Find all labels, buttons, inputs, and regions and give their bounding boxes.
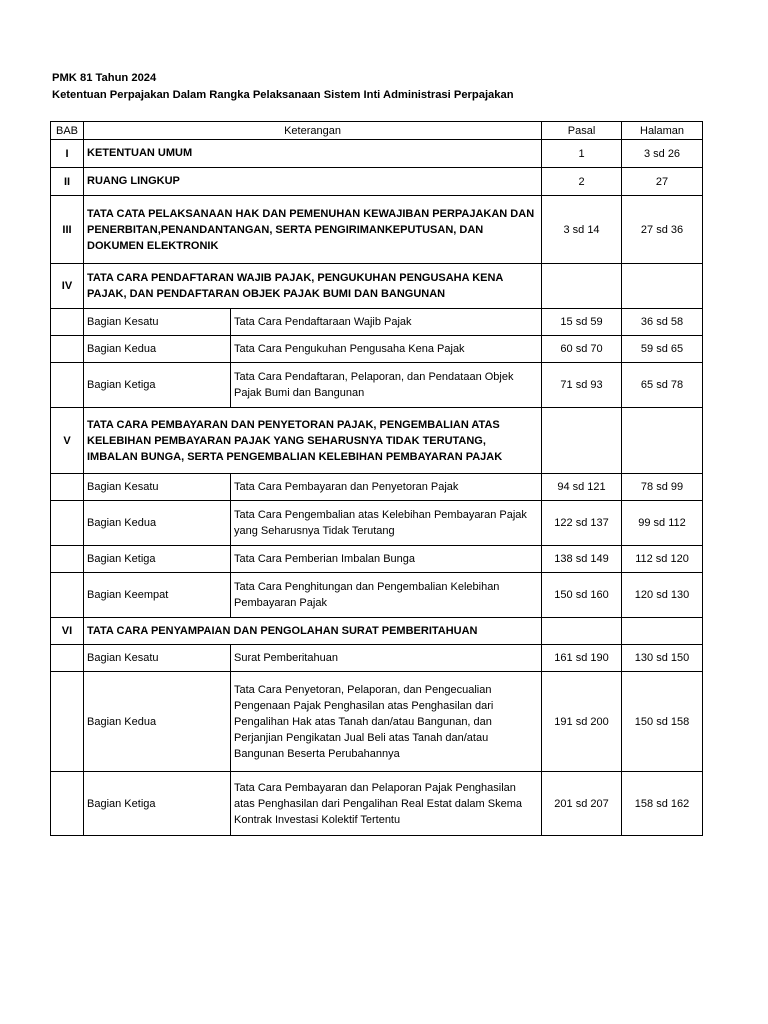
bagian-label: Bagian Kedua: [84, 672, 231, 772]
halaman-cell: 130 sd 150: [622, 645, 703, 672]
bab-title: TATA CARA PEMBAYARAN DAN PENYETORAN PAJAK, PENGEMBALIAN ATAS KELEBIHAN PEMBAYARAN PAJAK YANG SEHARUSNYA TIDAK TERUTANG, IMBALAN BUNGA, SERTA PENGEMBALIAN KELEBIHAN PEMBAYARAN PAJAK: [84, 408, 542, 474]
bagian-description: Tata Cara Pendaftaraan Wajib Pajak: [231, 309, 542, 336]
table-row: [51, 264, 703, 309]
bagian-description: Tata Cara Pengembalian atas Kelebihan Pembayaran Pajak yang Seharusnya Tidak Terutang: [231, 501, 542, 546]
bab-number: III: [51, 196, 84, 264]
pasal-cell: 138 sd 149: [542, 546, 622, 573]
table-row: [51, 336, 703, 363]
empty-cell: [51, 573, 84, 618]
contents-table: [50, 121, 703, 836]
pasal-cell: 201 sd 207: [542, 772, 622, 836]
bagian-description: Tata Cara Pendaftaran, Pelaporan, dan Pendataan Objek Pajak Bumi dan Bangunan: [231, 363, 542, 408]
document-header: [52, 70, 514, 104]
pasal-cell: [542, 264, 622, 309]
bab-number: V: [51, 408, 84, 474]
col-header-keterangan: Keterangan: [84, 122, 542, 140]
pasal-cell: 15 sd 59: [542, 309, 622, 336]
pasal-cell: 191 sd 200: [542, 672, 622, 772]
bab-number: II: [51, 168, 84, 196]
bab-title: TATA CARA PENDAFTARAN WAJIB PAJAK, PENGUKUHAN PENGUSAHA KENA PAJAK, DAN PENDAFTARAN OBJEK PAJAK BUMI DAN BANGUNAN: [84, 264, 542, 309]
halaman-cell: 3 sd 26: [622, 140, 703, 168]
halaman-cell: 27: [622, 168, 703, 196]
bagian-description: Surat Pemberitahuan: [231, 645, 542, 672]
col-header-pasal: Pasal: [542, 122, 622, 140]
halaman-cell: 158 sd 162: [622, 772, 703, 836]
empty-cell: [51, 546, 84, 573]
empty-cell: [51, 645, 84, 672]
empty-cell: [51, 474, 84, 501]
pasal-cell: 1: [542, 140, 622, 168]
empty-cell: [51, 309, 84, 336]
empty-cell: [51, 672, 84, 772]
pasal-cell: 3 sd 14: [542, 196, 622, 264]
bagian-description: Tata Cara Pengukuhan Pengusaha Kena Pajak: [231, 336, 542, 363]
halaman-cell: 78 sd 99: [622, 474, 703, 501]
bagian-label: Bagian Kedua: [84, 501, 231, 546]
col-header-bab: BAB: [51, 122, 84, 140]
bab-number: IV: [51, 264, 84, 309]
bagian-label: Bagian Kedua: [84, 336, 231, 363]
bagian-label: Bagian Ketiga: [84, 546, 231, 573]
table-row: [51, 168, 703, 196]
table-row: [51, 618, 703, 645]
empty-cell: [51, 772, 84, 836]
table-row: [51, 474, 703, 501]
halaman-cell: 59 sd 65: [622, 336, 703, 363]
table-row: [51, 546, 703, 573]
pasal-cell: 60 sd 70: [542, 336, 622, 363]
halaman-cell: 150 sd 158: [622, 672, 703, 772]
halaman-cell: 36 sd 58: [622, 309, 703, 336]
bagian-label: Bagian Ketiga: [84, 772, 231, 836]
bagian-description: Tata Cara Pembayaran dan Penyetoran Pajak: [231, 474, 542, 501]
bab-title: KETENTUAN UMUM: [84, 140, 542, 168]
bagian-label: Bagian Ketiga: [84, 363, 231, 408]
bagian-description: Tata Cara Penghitungan dan Pengembalian Kelebihan Pembayaran Pajak: [231, 573, 542, 618]
table-row: [51, 408, 703, 474]
pasal-cell: 150 sd 160: [542, 573, 622, 618]
bab-title: TATA CARA PENYAMPAIAN DAN PENGOLAHAN SURAT PEMBERITAHUAN: [84, 618, 542, 645]
halaman-cell: 65 sd 78: [622, 363, 703, 408]
table-row: [51, 140, 703, 168]
bab-title: TATA CATA PELAKSANAAN HAK DAN PEMENUHAN KEWAJIBAN PERPAJAKAN DAN PENERBITAN,PENANDANTANGAN, SERTA PENGIRIMANKEPUTUSAN, DAN DOKUMEN ELEKTRONIK: [84, 196, 542, 264]
halaman-cell: 27 sd 36: [622, 196, 703, 264]
empty-cell: [51, 363, 84, 408]
bab-title: RUANG LINGKUP: [84, 168, 542, 196]
halaman-cell: [622, 618, 703, 645]
bagian-label: Bagian Kesatu: [84, 474, 231, 501]
table-row: [51, 645, 703, 672]
halaman-cell: 99 sd 112: [622, 501, 703, 546]
col-header-halaman: Halaman: [622, 122, 703, 140]
pasal-cell: 94 sd 121: [542, 474, 622, 501]
bab-number: I: [51, 140, 84, 168]
table-row: [51, 363, 703, 408]
pasal-cell: 2: [542, 168, 622, 196]
bagian-label: Bagian Kesatu: [84, 309, 231, 336]
empty-cell: [51, 336, 84, 363]
table-row: [51, 501, 703, 546]
empty-cell: [51, 501, 84, 546]
document-title: PMK 81 Tahun 2024: [52, 72, 157, 84]
halaman-cell: [622, 408, 703, 474]
table-row: [51, 573, 703, 618]
table-row: [51, 672, 703, 772]
pasal-cell: [542, 618, 622, 645]
pasal-cell: 161 sd 190: [542, 645, 622, 672]
document-subtitle: Ketentuan Perpajakan Dalam Rangka Pelaksanaan Sistem Inti Administrasi Perpajakan: [52, 89, 514, 101]
bagian-label: Bagian Kesatu: [84, 645, 231, 672]
bab-number: VI: [51, 618, 84, 645]
table-header-row: [51, 122, 703, 140]
pasal-cell: 71 sd 93: [542, 363, 622, 408]
table-row: [51, 309, 703, 336]
halaman-cell: [622, 264, 703, 309]
bagian-label: Bagian Keempat: [84, 573, 231, 618]
halaman-cell: 112 sd 120: [622, 546, 703, 573]
pasal-cell: 122 sd 137: [542, 501, 622, 546]
bagian-description: Tata Cara Penyetoran, Pelaporan, dan Pengecualian Pengenaan Pajak Penghasilan atas Penghasilan dari Pengalihan Hak atas Tanah dan/atau Bangunan, dan Perjanjian Pengikatan Jual Beli atas Tanah dan/atau Bangunan Beserta Perubahannya: [231, 672, 542, 772]
bagian-description: Tata Cara Pembayaran dan Pelaporan Pajak Penghasilan atas Penghasilan dari Pengalihan Real Estat dalam Skema Kontrak Investasi Kolektif Tertentu: [231, 772, 542, 836]
table-row: [51, 772, 703, 836]
bagian-description: Tata Cara Pemberian Imbalan Bunga: [231, 546, 542, 573]
table-row: [51, 196, 703, 264]
pasal-cell: [542, 408, 622, 474]
halaman-cell: 120 sd 130: [622, 573, 703, 618]
